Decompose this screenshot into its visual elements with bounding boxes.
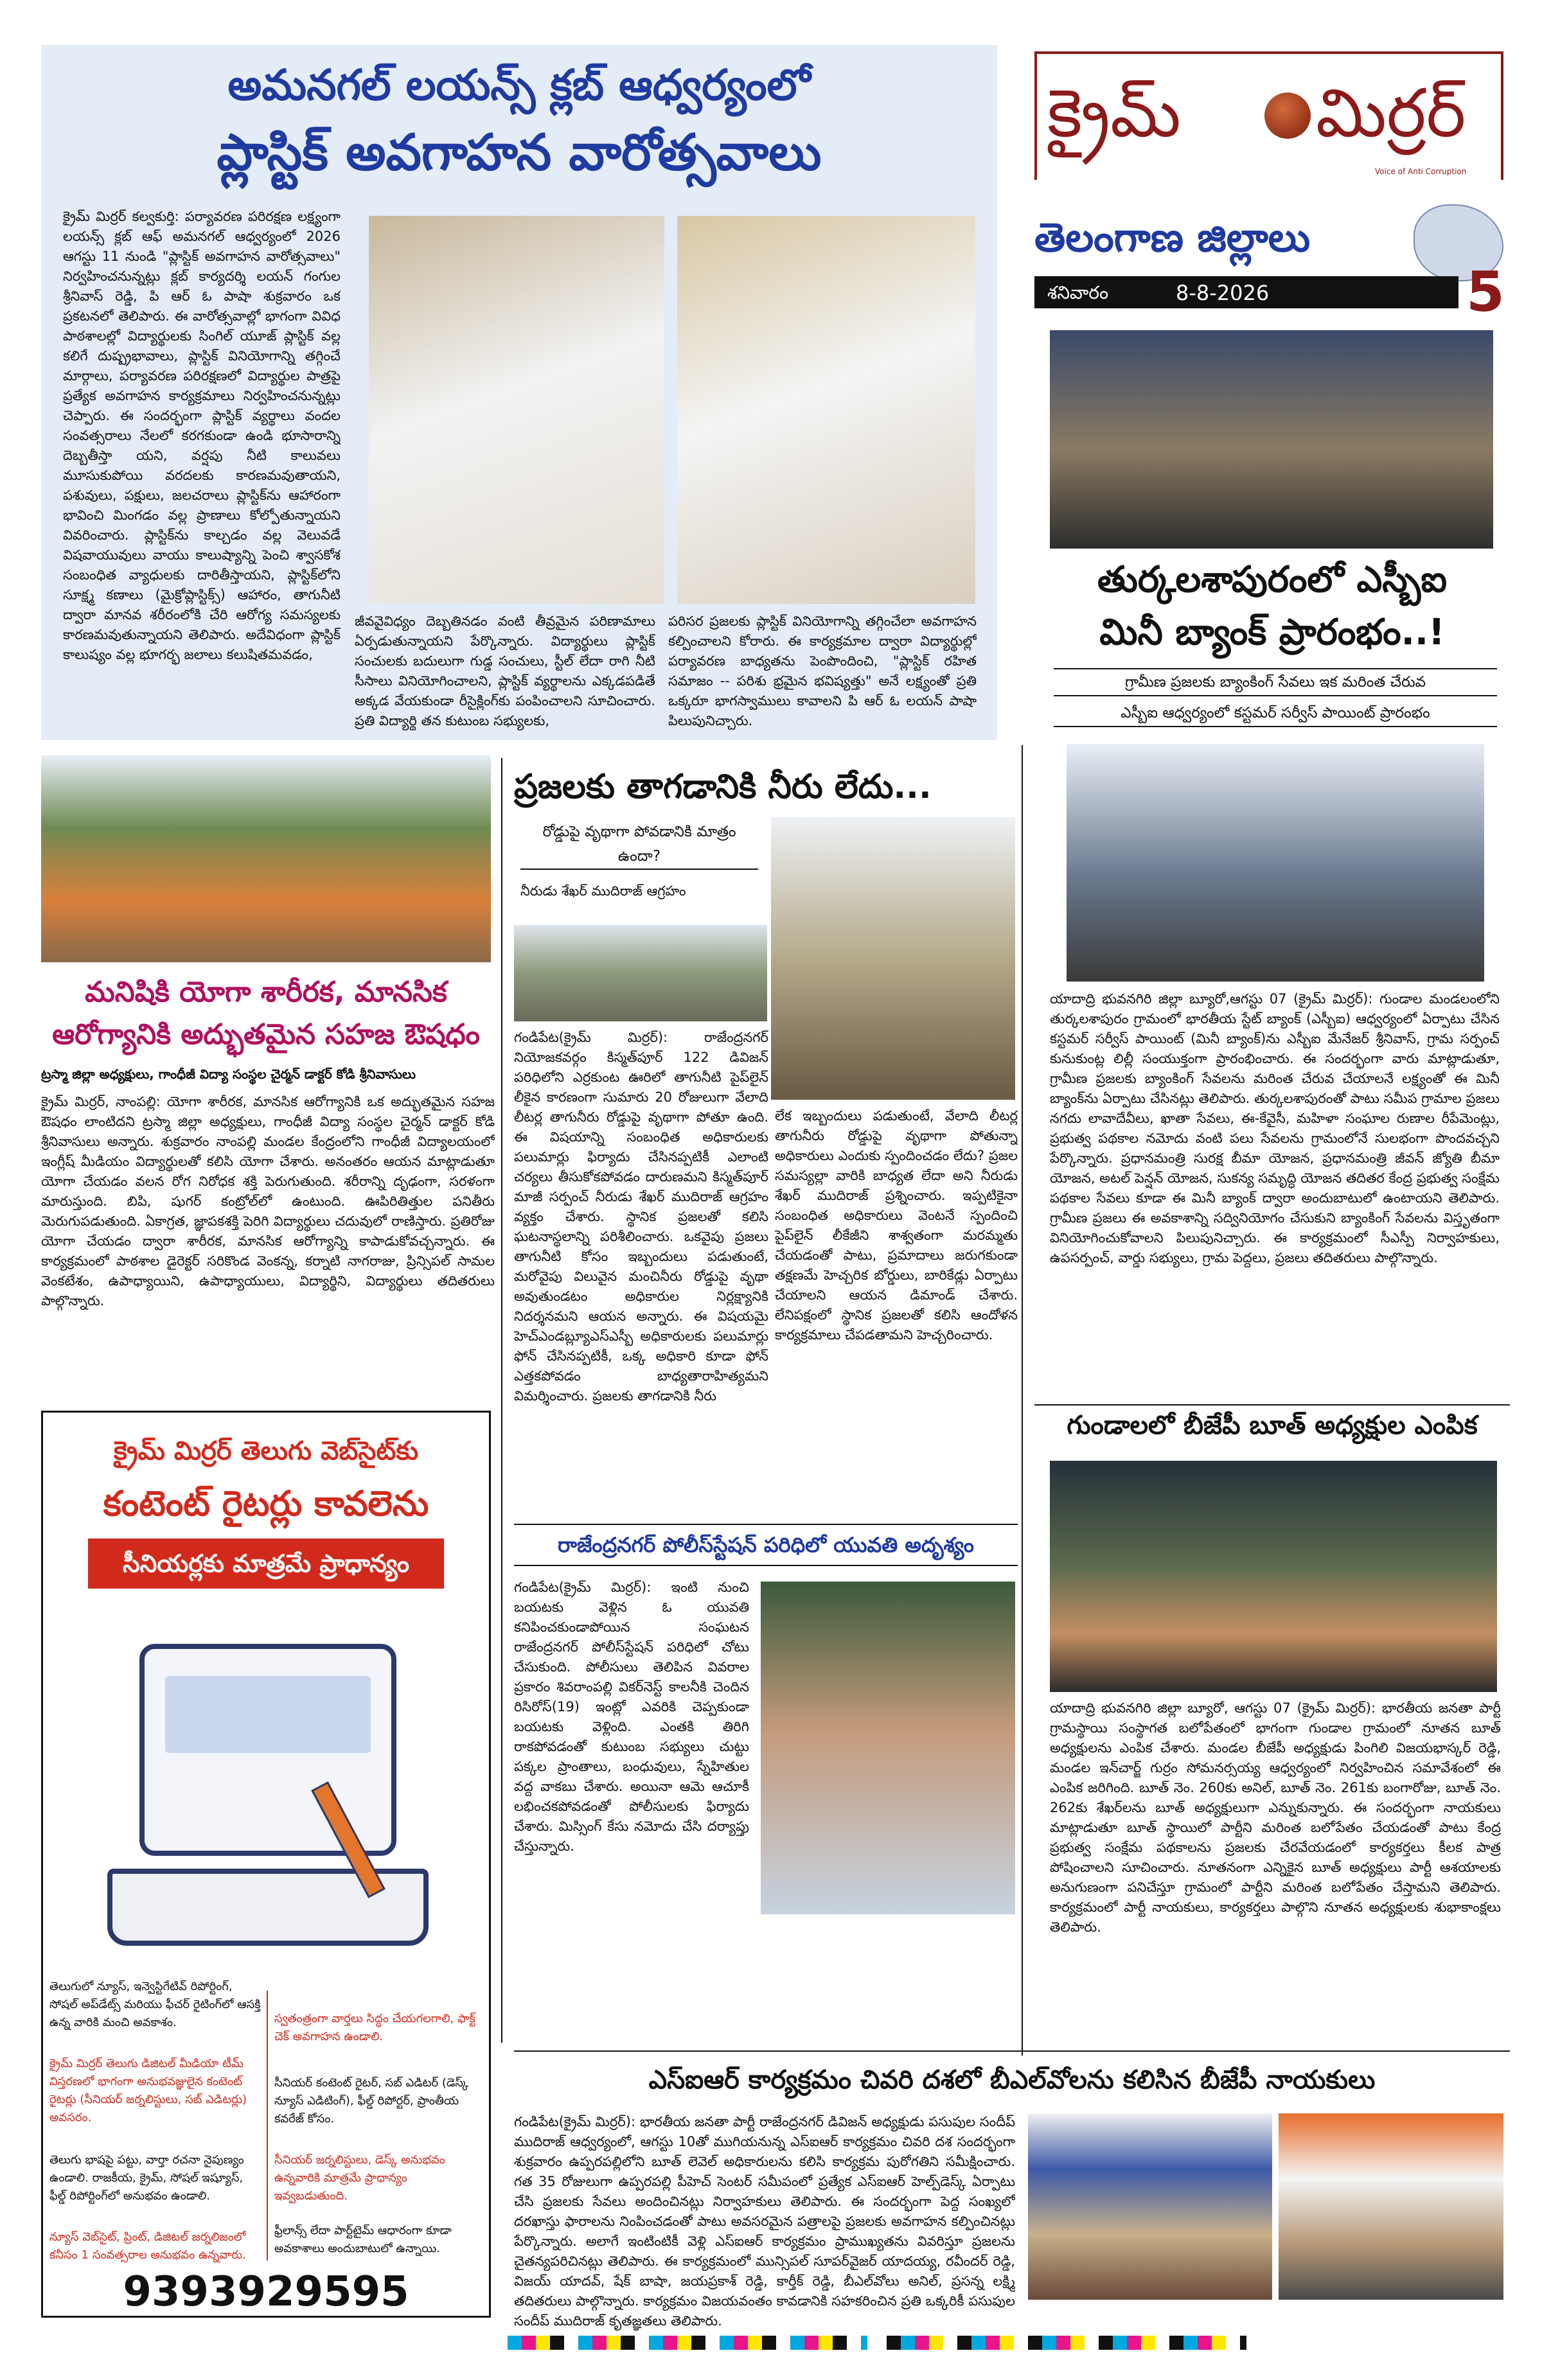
story3-photo: [41, 755, 491, 962]
story2-photo-bottom: [1067, 744, 1484, 982]
story7-rule: [514, 2050, 1510, 2052]
ad-right-item-1: స్వతంత్రంగా వార్తలు సిద్ధం చేయగలగాలి, ఫాక్ట్ చెక్ అవగాహన ఉండాలి.: [274, 2012, 476, 2043]
story6-body: యాదాద్రి భువనగిరి జిల్లా బ్యూరో, ఆగస్టు 07 (క్రైమ్ మిర్రర్): భారతీయ జనతా పార్టీ గ్రామస్థాయి సంస్థాగత బలోపేతంలో భాగంగా గుండాల గ్రామంలో నూతన బూత్ అధ్యక్షులను ఎంపిక చేశారు. మండల బీజేపీ అధ్యక్షుడు పింగిలి విజయభాస్కర్ రెడ్డి, మండల ఇన్‌చార్జ్ గుర్రం సోమనర్సయ్య ఆధ్వర్యంలో నిర్వహించిన సమావేశంలో ఈ ఎంపిక జరిగింది. బూత్ నెం. 260కు అనిల్, బూత్ నెం. 261కు బంగారోజు, బూత్ నెం. 262కు శేఖర్‌లను బూత్ అధ్యక్షులుగా ఎన్నుకున్నారు. ఈ సందర్భంగా నాయకులు మాట్లాడుతూ బూత్ స్థాయిలో పార్టీని మరింత బలోపేతం చేయడంతో పాటు కేంద్ర ప్రభుత్వ సంక్షేమ పథకాలను ప్రజలకు చేరవేయడంలో కార్యకర్తలు కీలక పాత్ర పోషించాలని సూచించారు. నూతనంగా ఎన్నికైన బూత్ అధ్యక్షులు పార్టీ ఆశయాలకు అనుగుణంగా పనిచేస్తూ గ్రామంలో పార్టీని మరింత బలోపేతం చేస్తామని తెలిపారు. కార్యక్రమంలో పార్టీ నాయకులు, కార్యకర్తలు పాల్గొని నూతన అధ్యక్షులకు శుభాకాంక్షలు తెలిపారు.: [1050, 1700, 1501, 1935]
laptop-illustration-icon: [94, 1605, 441, 1978]
story7-photo-1: [1028, 2113, 1272, 2300]
ad-left-item-3: తెలుగు భాషపై పట్టు, వార్తా రచనా నైపుణ్యం ఉండాలి. రాజకీయ, క్రైమ్, సోషల్ ఇష్యూస్, ఫీల్డ్ రిపోర్టింగ్‌లో అనుభవం ఉండాలి.: [49, 2153, 244, 2203]
story4-body-2: లేక ఇబ్బందులు పడుతుంటే, వేలాది లీటర్ల తాగునీరు రోడ్డుపై వృథాగా పోతున్నా అధికారులు ఎందుకు స్పందించడం లేదు? ప్రజల సమస్యల్లా వారికి బాధ్యత లేదా అని నీరుడు శేఖర్ ముదిరాజ్ ప్రశ్నించారు. ఇప్పటికైనా సంబంధిత అధికారులు వెంటనే స్పందించి పైప్‌లైన్ లీకేజీని శాశ్వతంగా మరమ్మతు చేయడంతో పాటు, ప్రమాదాలు జరుగకుండా తక్షణమే హెచ్చరిక బోర్డులు, బారికేడ్లు ఏర్పాటు చేయాలని ఆయన డిమాండ్ చేశారు. లేనిపక్షంలో స్థానిక ప్రజలతో కలిసి ఆందోళన కార్యక్రమాలు చేపడతామని హెచ్చరించారు.: [775, 1108, 1018, 1343]
story1-column-1: క్రైమ్ మిర్రర్ కల్వకుర్తి: పర్యావరణ పరిరక్షణ లక్ష్యంగా లయన్స్ క్లబ్ ఆఫ్ అమనగల్ ఆధ్వర్యంలో 2026 ఆగస్టు 11 నుండి "ప్లాస్టిక్ అవగాహన వారోత్సవాలు" నిర్వహించనున్నట్లు క్లబ్ కార్యదర్శి లయన్ గంగుల శ్రీనివాస్ రెడ్డి, పి ఆర్ ఓ పాషా శుక్రవారం ఒక ప్రకటనలో తెలిపారు. ఈ వారోత్సవాల్లో భాగంగా వివిధ పాఠశాలల్లో విద్యార్థులకు సింగిల్ యూజ్ ప్లాస్టిక్ వల్ల కలిగే దుష్ప్రభావాలు, ప్లాస్టిక్ వినియోగాన్ని తగ్గించే మార్గాలు, పర్యావరణ పరిరక్షణలో విద్యార్థుల పాత్రపై ప్రత్యేక అవగాహన కార్యక్రమాలు నిర్వహించనున్నట్లు చెప్పారు. ఈ సందర్భంగా ప్లాస్టిక్ వ్యర్థాలు వందల సంవత్సరాలు నేలలో కరగకుండా ఉండి భూసారాన్ని దెబ్బతీస్తా యని, వర్షపు నీటి కాలువలు మూసుకుపోయి వరదలకు కారణమవుతాయని, పశువులు, పక్షులు, జలచరాలు ప్లాస్టిక్‌ను ఆహారంగా భావించి మింగడం వల్ల ప్రాణాలు కోల్పోతున్నాయని వివరించారు. ప్లాస్టిక్‌ను కాల్చడం వల్ల వెలువడే విషవాయువులు వాయు కాలుష్యాన్ని పెంచి శ్వాసకోశ సంబంధిత వ్యాధులకు దారితీస్తాయని, ప్లాస్టిక్‌లోని సూక్ష్మ కణాలు (మైక్రోప్లాస్టిక్స్) ఆహారం, తాగునీటి ద్వారా మానవ శరీరంలోకి చేరి ఆరోగ్య సమస్యలకు కారణమవుతున్నాయని తెలిపారు. అదేవిధంగా ప్లాస్టిక్ కాలుష్యం వల్ల భూగర్భ జలాలు కలుషితమవడం,: [63, 209, 341, 662]
ad-left-item-1: తెలుగులో న్యూస్, ఇన్వెస్టిగేటివ్ రిపోర్టింగ్, సోషల్ అప్‌డేట్స్ మరియు ఫీచర్ రైటింగ్‌లో ఆసక్తి ఉన్న వారికి మంచి అవకాశం.: [49, 1980, 261, 2029]
story2-headline-line2: మినీ బ్యాంక్ ప్రారంభం..!: [1099, 612, 1445, 653]
story4-photo-right: [771, 817, 1015, 1100]
story6-headline: గుండాలలో బీజేపీ బూత్ అధ్యక్షుల ఎంపిక: [1034, 1404, 1510, 1445]
story6-photo: [1050, 1461, 1497, 1692]
ad-right-item-3: సీనియర్ జర్నలిస్టులు, డెస్క్ అనుభవం ఉన్నవారికి మాత్రమే ప్రాధాన్యం ఇవ్వబడుతుంది.: [274, 2153, 445, 2203]
ad-divider: [267, 1991, 268, 2261]
story1-photo-right: [677, 216, 975, 604]
story7-photo-2: [1279, 2113, 1503, 2300]
ad-right-item-2: సీనియర్ కంటెంట్ రైటర్, సబ్ ఎడిటర్ (డెస్క్ న్యూస్ ఎడిటింగ్), ఫీల్డ్ రిపోర్టర్, ప్రాంతీయ కవరేజ్ కోసం.: [274, 2076, 469, 2126]
ad-right-item-4: ఫ్రీలాన్స్ లేదా పార్ట్‌టైమ్ ఆధారంగా కూడా అవకాశాలు అందుబాటులో ఉన్నాయి.: [274, 2224, 452, 2255]
masthead-name-right: మిర్రర్: [1316, 74, 1466, 152]
print-color-bar-right: [887, 2336, 1246, 2350]
story5-headline: రాజేంద్రనగర్ పోలీస్‌స్టేషన్ పరిధిలో యువతి అదృశ్యం: [558, 1533, 974, 1557]
ad-left-item-4: న్యూస్ వెబ్‌సైట్, ప్రింట్, డిజిటల్ జర్నలిజంలో కనీసం 1 సంవత్సరాల అనుభవం ఉన్నవారు.: [49, 2230, 246, 2262]
story2-subhead-1: గ్రామీణ ప్రజలకు బ్యాంకింగ్ సేవలు ఇక మరింత చేరువ: [1054, 668, 1497, 696]
story5-body: గండిపేట(క్రైమ్ మిర్రర్): ఇంటి నుంచి బయటకు వెళ్లిన ఓ యువతి కనిపించకుండాపోయిన సంఘటన రాజేంద్రనగర్ పోలీస్‌స్టేషన్ పరిధిలో చోటు చేసుకుంది. పోలీసులు తెలిపిన వివరాల ప్రకారం శివరాంపల్లి వికర్‌నెస్ట్ కాలనీకి చెందిన రిసిరోస్(19) ఇంట్లో ఎవరికి చెప్పకుండా బయటకు వెళ్లింది. ఎంతకి తిరిగి రాకపోవడంతో కుటుంబ సభ్యులు చుట్టు పక్కల ప్రాంతాలు, బంధువులు, స్నేహితుల వద్ద వాకబు చేశారు. అయినా ఆమె ఆచూకీ లభించకపోవడంతో పోలీసులకు ఫిర్యాదు చేశారు. మిస్సింగ్ కేసు నమోదు చేసి దర్యాప్తు చేస్తున్నారు.: [514, 1580, 749, 1854]
story3-headline-line1: మనిషికి యోగా శారీరక, మానసిక: [85, 976, 447, 1009]
column-rule-middle: [501, 758, 502, 2043]
story3-subhead: ట్రస్మా జిల్లా అధ్యక్షులు, గాంధీజీ విద్యా సంస్థల చైర్మన్ డాక్టర్ కోడి శ్రీనివాసులు: [41, 1066, 416, 1082]
story4-photo-left: [514, 925, 767, 1021]
story1-column-3: పరిసర ప్రజలకు ప్లాస్టిక్ వినియోగాన్ని తగ్గించేలా అవగాహన కల్పించాలని కోరారు. ఈ కార్యక్రమాల ద్వారా విద్యార్థుల్లో పర్యావరణ బాధ్యతను పెంపొందించి, "ప్లాస్టిక్ రహిత సమాజం -- పరిశు భ్రమైన భవిష్యత్తు" అనే లక్ష్యంతో ప్రతి ఒక్కరూ భాగస్వాములు కావాలని పి ఆర్ ఓ లయన్ పాషా పిలుపునిచ్చారు.: [668, 613, 977, 728]
masthead-date: 8-8-2026: [1176, 281, 1270, 305]
story1-headline-line2: ప్లాస్టిక్ అవగాహన వారోత్సవాలు: [217, 124, 822, 182]
masthead: [1028, 45, 1510, 328]
story-lions-club: [41, 45, 997, 740]
masthead-name-left: క్రైమ్: [1047, 74, 1182, 152]
story2-subhead-2: ఎస్బీఐ ఆధ్వర్యంలో కస్టమర్ సర్వీస్ పాయింట్ ప్రారంభం: [1054, 700, 1497, 727]
masthead-page-number: 5: [1466, 260, 1505, 324]
story4-subhead-1: రోడ్డుపై వృథాగా పోవడానికి మాత్రం ఉందా?: [520, 820, 758, 870]
story7-body: గండిపేట(క్రైమ్ మిర్రర్): భారతీయ జనతా పార్టీ రాజేంద్రనగర్ డివిజన్ అధ్యక్షుడు పసుపుల సందీప్ ముదిరాజ్ ఆధ్వర్యంలో, ఆగస్టు 10తో ముగియనున్న ఎస్ఐఆర్ కార్యక్రమం చివరి దశ సందర్భంగా శుక్రవారం ఉప్పరపల్లిలోని బూత్ లెవెల్ అధికారులను కలిసి కార్యక్రమ పురోగతిని సమీక్షించారు. గత 35 రోజులుగా ఉప్పరపల్లి పీహెచ్ సెంటర్ సమీపంలో ప్రత్యేక ఎస్ఐఆర్ హెల్ప్‌డెస్క్ ఏర్పాటు చేసి ప్రజలకు సేవలు అందించినట్లు నిర్వాహకులు తెలిపారు. ఈ సందర్భంగా పెద్ద సంఖ్యలో దరఖాస్తు ఫారాలను నింపించడంతో పాటు అవసరమైన పత్రాలపై ప్రజలకు అవగాహన కల్పించినట్లు పేర్కొన్నారు. అలాగే ఇంటింటికీ వెళ్లి ఎస్ఐఆర్ కార్యక్రమం ప్రాముఖ్యతను వివరిస్తూ ప్రజలను చైతన్యపరిచినట్లు తెలిపారు. ఈ కార్యక్రమంలో మున్సిపల్ సూపర్‌వైజర్ యాదయ్య, రవీందర్ రెడ్డి, విజయ్ యాదవ్, షేక్ బాషా, జయప్రకాశ్ రెడ్డి, కార్తీక్ రెడ్డి, బీఎల్‌వోలు అనిల్, ప్రసన్న లక్ష్మి తదితరులు పాల్గొన్నారు. కార్యక్రమం విజయవంతం కావడానికి సహకరించిన ప్రతి ఒక్కరికీ పసుపుల సందీప్ ముదిరాజ్ కృతజ్ఞతలు తెలిపారు.: [514, 2114, 1015, 2329]
ad-recruitment: [41, 1411, 491, 2318]
story1-headline-line1: అమనగల్ లయన్స్ క్లబ్ ఆధ్వర్యంలో: [227, 60, 811, 110]
ad-left-item-2: క్రైమ్ మిర్రర్ తెలుగు డిజిటల్ మీడియా టీమ్ విస్తరణలో భాగంగా అనుభవజ్ఞులైన కంటెంట్ రైటర్లు (సీనియర్ జర్నలిస్టులు, సబ్ ఎడిటర్లు) అవసరం.: [49, 2057, 247, 2124]
story1-column-2: జీవవైవిధ్యం దెబ్బతినడం వంటి తీవ్రమైన పరిణామాలు ఏర్పడుతున్నాయని పేర్కొన్నారు. విద్యార్థులు ప్లాస్టిక్ సంచులకు బదులుగా గుడ్డ సంచులు, స్టీల్ లేదా రాగి నీటి సీసాలు వినియోగించాలని, ప్లాస్టిక్ వ్యర్థాలను ఎక్కడపడితే అక్కడ వేయకుండా రీసైక్లింగ్‌కు పంపించాలని సూచించారు. ప్రతి విద్యార్థి తన కుటుంబ సభ్యులకు,: [355, 613, 655, 728]
story2-body: యాదాద్రి భువనగిరి జిల్లా బ్యూరో,ఆగస్టు 07 (క్రైమ్ మిర్రర్): గుండాల మండలంలోని తుర్కలశాపురం గ్రామంలో భారతీయ స్టేట్ బ్యాంక్ (ఎస్బీఐ) ఆధ్వర్యంలో ఏర్పాటు చేసిన కస్టమర్ సర్వీస్ పాయింట్ (మినీ బ్యాంక్)ను ఎస్బీఐ మేనేజర్ శ్రీనివాస్, గ్రామ సర్పంచ్ కునుకుంట్ల లిల్లీ సంయుక్తంగా ప్రారంభించారు. ఈ సందర్భంగా వారు మాట్లాడుతూ, గ్రామీణ ప్రజలకు బ్యాంకింగ్ సేవలను మరింత చేరువ చేయాలనే లక్ష్యంతో ఈ మినీ బ్యాంక్‌ను ఏర్పాటు చేసినట్లు తెలిపారు. తుర్కలశాపురంతో పాటు సమీప గ్రామాల ప్రజలు నగదు లావాదేవీలు, ఖాతా సేవలు, ఈ-కేవైసీ, మహిళా సంఘాల రుణాల రీపేమెంట్లు, ప్రభుత్వ పథకాల నమోదు వంటి పలు సేవలను గ్రామంలోనే సులభంగా పొందవచ్చని పేర్కొన్నారు. ప్రధానమంత్రి సురక్ష బీమా యోజన, ప్రధానమంత్రి జీవన్ జ్యోతి బీమా యోజన, అటల్ పెన్షన్ యోజన, సుకన్య సమృద్ధి యోజన తదితర కేంద్ర ప్రభుత్వ సంక్షేమ పథకాల సేవలు కూడా ఈ మినీ బ్యాంక్ ద్వారా అందుబాటులో ఉంటాయని తెలిపారు. గ్రామీణ ప్రజలు ఈ అవకాశాన్ని సద్వినియోగం చేసుకుని బ్యాంకింగ్ సేవలను విస్తృతంగా వినియోగించుకోవాలని పిలుపునిచ్చారు. ఈ కార్యక్రమంలో సీఎస్పీ నిర్వాహకులు, ఉపసర్పంచ్, వార్డు సభ్యులు, గ్రామ పెద్దలు, ప్రజలు తదితరులు పాల్గొన్నారు.: [1050, 991, 1500, 1265]
masthead-logo-icon: [1264, 93, 1311, 139]
ad-title-1: క్రైమ్ మిర్రర్ తెలుగు వెబ్‌సైట్‌కు: [113, 1436, 419, 1466]
story3-headline-line2: ఆరోగ్యానికి అద్భుతమైన సహజ ఔషధం: [52, 1018, 480, 1051]
story4-body-1: గండిపేట(క్రైమ్ మిర్రర్): రాజేంద్రనగర్ నియోజకవర్గం కిస్మత్‌పూర్ 122 డివిజన్ పరిధిలోని ఎర్రకుంట ఊరిలో తాగునీటి పైప్‌లైన్ లీకైన కారణంగా సుమారు 20 రోజులుగా వేలాది లీటర్ల తాగునీరు రోడ్డుపై వృథాగా పోతూ ఉంది. ఈ విషయాన్ని సంబంధిత అధికారులకు పలుమార్లు ఫిర్యాదు చేసినప్పటికీ ఎలాంటి చర్యలు తీసుకోకపోవడం దారుణమని కిస్మత్‌పూర్ మాజీ సర్పంచ్ నీరుడు శేఖర్ ముదిరాజ్ ఆగ్రహం వ్యక్తం చేశారు. స్థానిక ప్రజలతో కలిసి ఘటనాస్థలాన్ని పరిశీలించారు. ఒకవైపు ప్రజలు తాగునీటి కోసం ఇబ్బందులు పడుతుంటే, మరోవైపు విలువైన మంచినీరు రోడ్డుపై వృథా అవుతుండటం అధికారుల నిర్లక్ష్యానికి నిదర్శనమని ఆయన అన్నారు. ఈ విషయమై హెచ్ఎండబ్ల్యూఎస్ఎస్బీ అధికారులకు పలుమార్లు ఫోన్ చేసినప్పటికీ, ఒక్క అధికారి కూడా ఫోన్ ఎత్తకపోవడం బాధ్యతారాహిత్యమని విమర్శించారు. ప్రజలకు తాగడానికి నీరు: [514, 1030, 768, 1404]
column-rule-right: [1022, 745, 1023, 2056]
masthead-tagline: Voice of Anti Corruption: [1375, 167, 1467, 176]
story1-photo-left: [369, 216, 664, 604]
story3-body: క్రైమ్ మిర్రర్, నాంపల్లి: యోగా శారీరక, మానసిక ఆరోగ్యానికి ఒక అద్భుతమైన సహజ ఔషధం లాంటిదని ట్రస్మా జిల్లా అధ్యక్షులు, గాంధీజీ విద్యా సంస్థల చైర్మన్ డాక్టర్ కోడి శ్రీనివాసులు అన్నారు. శుక్రవారం నాంపల్లి మండల కేంద్రంలోని గాంధీజీ విద్యాలయంలో ఇంగ్లీష్ మీడియం విద్యార్థులతో కలిసి యోగా చేశారు. అనంతరం ఆయన మాట్లాడుతూ యోగా చేయడం వలన రోగ నిరోధక శక్తి పెరుగుతుంది. శరీరాన్ని దృఢంగా, సరళంగా మారుస్తుంది. బిపి, షుగర్ కంట్రోల్‌లో ఉంటుంది. ఊపిరితిత్తుల పనితీరు మెరుగుపడుతుంది. ఏకాగ్రత, జ్ఞాపకశక్తి పెరిగి విద్యార్థులు చదువులో రాణిస్తారు. ప్రతిరోజు యోగా చేయడం ద్వారా శారీరక, మానసిక ఆరోగ్యాన్ని కాపాడుకోవచ్చన్నారు. ఈ కార్యక్రమంలో పాఠశాల డైరెక్టర్ సరికొండ వెంకన్న, కర్నాటి నాగరాజు, ప్రిన్సిపల్ సామల వెంకటేశం, ఉపాధ్యాయిని, ఉపాధ్యాయులు, విద్యార్థిని, విద్యార్థులు తదితరులు పాల్గొన్నారు.: [41, 1094, 495, 1309]
ad-title-2: కంటెంట్ రైటర్లు కావలెను: [103, 1483, 429, 1524]
story4-headline: ప్రజలకు తాగడానికి నీరు లేదు...: [514, 768, 932, 806]
story5-photo: [761, 1582, 1015, 1914]
masthead-section: తెలంగాణ జిల్లాలు: [1034, 214, 1311, 261]
ad-title-3: సీనియర్లకు మాత్రమే ప్రాధాన్యం: [123, 1549, 409, 1578]
story4-subhead-2: నీరుడు శేఖర్ ముదిరాజ్ ఆగ్రహం: [520, 883, 686, 899]
print-color-bar-left: [508, 2336, 867, 2350]
laptop-screen-content: [165, 1676, 371, 1753]
story2-photo-top: [1050, 330, 1493, 549]
ad-phone-number: 9393929595: [123, 2268, 409, 2316]
story2-headline-line1: తుర్కలశాపురంలో ఎస్బీఐ: [1097, 559, 1448, 601]
story7-headline: ఎస్ఐఆర్ కార్యక్రమం చివరి దశలో బీఎల్‌వోలను కలిసిన బీజేపీ నాయకులు: [648, 2065, 1376, 2095]
masthead-day: శనివారం: [1047, 282, 1109, 303]
